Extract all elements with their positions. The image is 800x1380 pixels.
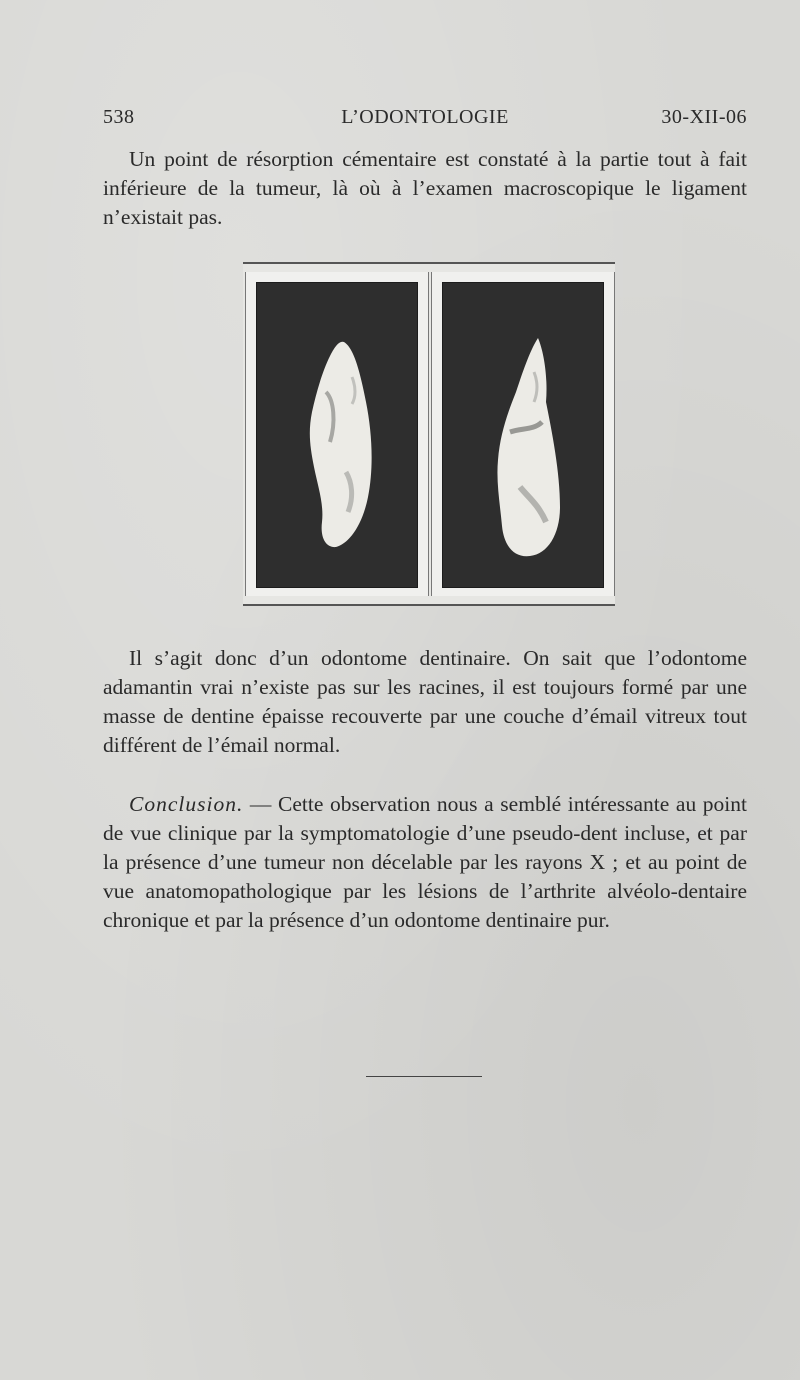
closing-rule (366, 1076, 482, 1077)
issue-date: 30-XII-06 (661, 106, 747, 128)
photo-panel-left (245, 272, 429, 596)
paragraph-resorption: Un point de résorption cémentaire est constaté à la partie tout à fait inférieure de la tumeur, là où à l’examen macroscopique le ligament n’existait pas. (103, 147, 747, 229)
photo-panel-right (431, 272, 615, 596)
running-header (103, 106, 747, 132)
journal-title: L’ODONTOLOGIE (341, 106, 509, 128)
paragraph-conclusion (103, 790, 747, 935)
conclusion-label: Conclusion. (129, 792, 244, 816)
specimen-photo-right (442, 282, 604, 588)
page-number: 538 (103, 106, 135, 128)
paragraph-odontome: Il s’agit donc d’un odontome dentinaire. On sait que l’odontome adamantin vrai n’existe pas sur les racines, il est toujours formé par une masse de dentine épaisse recouverte par une couche d’émail vitreux tout différent de l’émail normal. (103, 646, 747, 757)
specimen-photo-left (256, 282, 418, 588)
conclusion-body: — Cette observation nous a semblé intéressante au point de vue clinique par la symptomatologie d’une pseudo-dent incluse, et par la présence d’une tumeur non décelable par les rayons X ; et au point de vue anatomopathologique par les lésions de l’arthrite alvéolo-dentaire chronique et par la présence d’un odontome dentinaire pur. (103, 792, 747, 932)
figure-specimen-photos (243, 262, 615, 606)
